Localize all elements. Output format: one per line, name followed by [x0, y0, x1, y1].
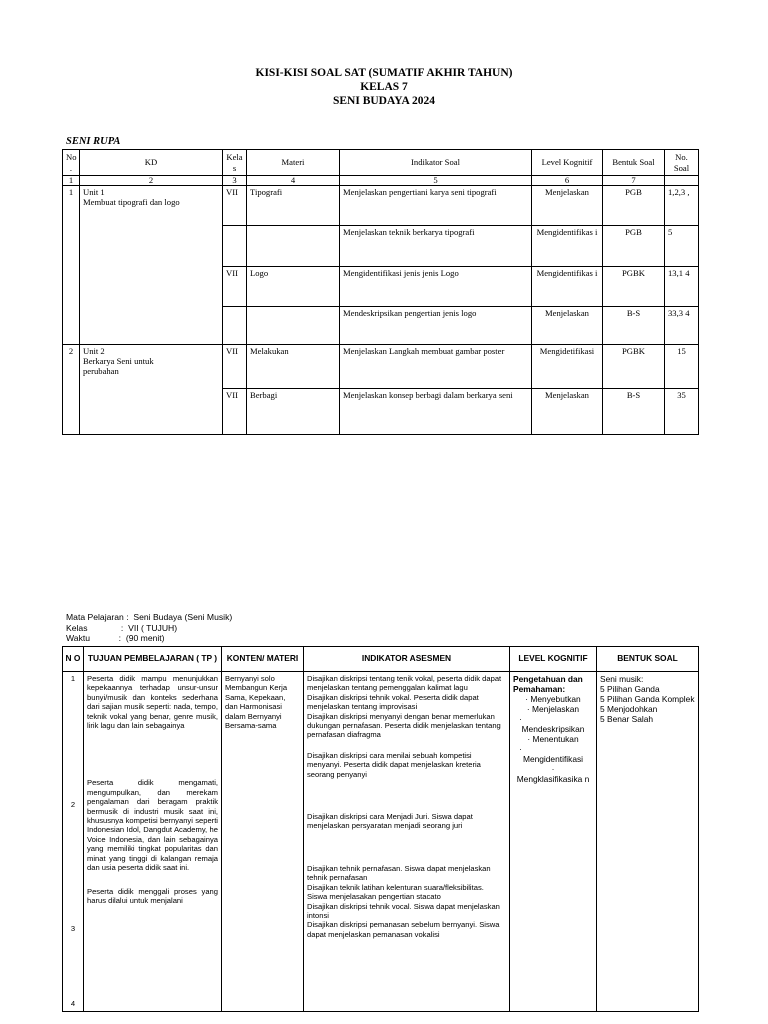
cell-indikator: Mengidentifikasi jenis jenis Logo: [340, 267, 532, 307]
header-bentuk: BENTUK SOAL: [597, 647, 699, 672]
indikator-item: Disajikan diskripsi menyanyi dengan benar memerlukan dukungan pernafasan. Peserta didik menjelaskan tentang pernafasan diafragma: [307, 711, 501, 740]
header-class: KELAS 7: [360, 81, 408, 93]
level-item: Mendeskripsikan: [521, 724, 585, 734]
document-header: [0, 66, 768, 108]
level-title: Pengetahuan dan Pemahaman:: [513, 674, 583, 694]
level-item: Mengidentifikasi: [522, 754, 584, 764]
indikator-item: Disajikan diskripsi tehnik vocal. Siswa dapat menjelaskan intonsi: [307, 901, 500, 920]
cell-nosoal: 1,2,3 ,: [665, 186, 699, 226]
meta-mapel: Mata Pelajaran : Seni Budaya (Seni Musik): [66, 612, 233, 622]
cell-nosoal: 35: [665, 389, 699, 435]
cell-kelas: VII: [223, 267, 247, 307]
unit-description: Berkarya Seni untuk perubahan: [83, 356, 154, 377]
tp-item: Peserta didik mengamati, mengumpulkan, dan merekam pengalaman dari beragam praktik bermusik di industri musik saat ini, khususnya kompetisi bernyanyi seperti Indonesian Idol, Dangdut Academy, he Voice Indonesia, dan lain sebagainya yang memiliki tingkat popularitas dan minat yang tinggi di kalangan remaja dan usia peserta didik saat ini.: [87, 778, 218, 873]
cell-level: Menjelaskan: [532, 186, 603, 226]
table-row: [63, 345, 699, 389]
level-item: ·: [551, 764, 555, 774]
meta-waktu: Waktu : (90 menit): [66, 633, 165, 643]
header-bentuk: Bentuk Soal: [603, 150, 665, 176]
unit-kd: [80, 186, 223, 345]
cell-bentuk: B-S: [603, 307, 665, 345]
tp-item: Peserta didik mampu menunjukkan kepekaannya terhadap unsur-unsur bunyi/musik dan konteks sederhana dari sajian musik seperti: nada, tempo, teknik vokal yang benar, genre musik, lirik lagu dan lain sebagainya: [87, 674, 218, 731]
row-number: 3: [70, 924, 76, 933]
unit-number: 2: [63, 345, 80, 435]
cell-indikator: Menjelaskan Langkah membuat gambar poster: [340, 345, 532, 389]
tujuan-pembelajaran: [84, 672, 222, 1012]
bentuk-item: 5 Pilihan Ganda: [600, 684, 660, 694]
bentuk-item: 5 Menjodohkan: [600, 704, 658, 714]
table-row: [63, 672, 699, 1012]
level-item: · Menyebutkan: [525, 694, 581, 704]
col-number: 4: [247, 176, 340, 186]
unit-description: Membuat tipografi dan logo: [83, 197, 180, 208]
header-materi: Materi: [247, 150, 340, 176]
row-number: 1: [70, 674, 76, 683]
cell-indikator: Mendeskripsikan pengertian jenis logo: [340, 307, 532, 345]
header-level: Level Kognitif: [532, 150, 603, 176]
col-number: 1: [63, 176, 80, 186]
indikator-item: Disajikan teknik latihan kelenturan suara/fleksibilitas. Siswa menjelasakan pengertian stacato: [307, 882, 484, 902]
cell-nosoal: 5: [665, 226, 699, 267]
level-item: · Menentukan: [527, 734, 579, 744]
subject-meta: [66, 612, 232, 644]
kisi-kisi-table-seni-rupa: [62, 149, 699, 435]
header-no: No .: [63, 150, 80, 176]
row-number: 2: [70, 800, 76, 809]
unit-kd: [80, 345, 223, 435]
unit-title: Unit 1: [83, 187, 105, 197]
col-number: 5: [340, 176, 532, 186]
cell-kelas: [223, 226, 247, 267]
indikator-asesmen: [304, 672, 510, 1012]
level-item: ·: [519, 714, 522, 724]
col-number: 6: [532, 176, 603, 186]
indikator-item: Disajikan tehnik pernafasan. Siswa dapat menjelaskan tehnik pernafasan: [307, 863, 491, 883]
header-subject: SENI BUDAYA 2024: [332, 95, 436, 107]
cell-materi: Logo: [247, 267, 340, 307]
header-kd: KD: [80, 150, 223, 176]
header-title: KISI-KISI SOAL SAT (SUMATIF AKHIR TAHUN): [255, 67, 513, 79]
row-number: 4: [70, 999, 76, 1008]
column-number-row: [63, 176, 699, 186]
section-label-seni-rupa: SENI RUPA: [66, 136, 121, 147]
meta-kelas: Kelas : VII ( TUJUH): [66, 622, 178, 633]
unit-number: 1: [63, 186, 80, 345]
cell-indikator: Menjelaskan teknik berkarya tipografi: [340, 226, 532, 267]
indikator-item: Disajikan diskripsi tentang tenik vokal, peserta didik dapat menjelaskan tentang pemenggalan kalimat lagu: [307, 674, 502, 693]
cell-kelas: VII: [223, 389, 247, 435]
col-number: [665, 176, 699, 186]
cell-level: Mengidentifikas i: [532, 267, 603, 307]
cell-kelas: VII: [223, 186, 247, 226]
bentuk-soal: [597, 672, 699, 1012]
header-indikator: INDIKATOR ASESMEN: [304, 647, 510, 672]
row-numbers: [63, 672, 84, 1012]
cell-materi: [247, 226, 340, 267]
cell-bentuk: PGB: [603, 226, 665, 267]
cell-nosoal: 13,1 4: [665, 267, 699, 307]
col-number: 3: [223, 176, 247, 186]
header-konten: KONTEN/ MATERI: [222, 647, 304, 672]
cell-level: Menjelaskan: [532, 307, 603, 345]
header-no: N O: [63, 647, 84, 672]
header-tp: TUJUAN PEMBELAJARAN ( TP ): [84, 647, 222, 672]
bentuk-item: 5 Pilihan Ganda Komplek: [600, 694, 695, 704]
header-kelas: Kela s: [223, 150, 247, 176]
cell-indikator: Menjelaskan pengertiani karya seni tipografi: [340, 186, 532, 226]
table2-header-row: [63, 647, 699, 672]
cell-materi: [247, 307, 340, 345]
konten-materi: Bernyanyi solo Membangun Kerja Sama, Kepekaan, dan Harmonisasi dalam Bernyanyi Bersama-sama: [222, 672, 304, 1012]
bentuk-item: 5 Benar Salah: [600, 714, 654, 724]
col-number: 7: [603, 176, 665, 186]
cell-kelas: [223, 307, 247, 345]
cell-level: Menjelaskan: [532, 389, 603, 435]
bentuk-item: Seni musik:: [600, 674, 644, 684]
col-number: 2: [80, 176, 223, 186]
header-nosoal: No. Soal: [665, 150, 699, 176]
table-row: [63, 186, 699, 226]
cell-indikator: Menjelaskan konsep berbagi dalam berkarya seni: [340, 389, 532, 435]
level-item: ·: [519, 744, 522, 754]
header-level: LEVEL KOGNITIF: [510, 647, 597, 672]
level-item: · Menjelaskan: [526, 704, 580, 714]
tp-item: Peserta didik menggali proses yang harus dilalui untuk menjalani: [87, 886, 218, 905]
indikator-item: Disajikan diskripsi pemanasan sebelum bernyanyi. Siswa dapat menjelaskan pemanasan vokalisi: [307, 920, 500, 939]
cell-materi: Melakukan: [247, 345, 340, 389]
cell-materi: Berbagi: [247, 389, 340, 435]
indikator-item: Disajikan diskripsi tehnik vokal. Peserta didik dapat menjelaskan tentang improvisasi: [307, 692, 479, 712]
cell-bentuk: B-S: [603, 389, 665, 435]
cell-materi: Tipografi: [247, 186, 340, 226]
cell-bentuk: PGBK: [603, 267, 665, 307]
level-item: Mengklasifikasika n: [516, 774, 590, 784]
cell-level: Mengidetifikasi: [532, 345, 603, 389]
level-kognitif: [510, 672, 597, 1012]
unit-title: Unit 2: [83, 346, 105, 356]
indikator-item: Disajikan diskripsi cara menilai sebuah kompetisi menyanyi. Peserta didik dapat menjelaskan kreteria seorang penyanyi: [307, 750, 481, 779]
cell-bentuk: PGBK: [603, 345, 665, 389]
cell-level: Mengidentifikas i: [532, 226, 603, 267]
table1-header-row: [63, 150, 699, 176]
cell-kelas: VII: [223, 345, 247, 389]
cell-nosoal: 15: [665, 345, 699, 389]
header-indikator: Indikator Soal: [340, 150, 532, 176]
cell-bentuk: PGB: [603, 186, 665, 226]
cell-nosoal: 33,3 4: [665, 307, 699, 345]
kisi-kisi-table-seni-musik: [62, 646, 699, 1012]
indikator-item: Disajikan diskripsi cara Menjadi Juri. Siswa dapat menjelaskan persyaratan menjadi seorang juri: [307, 812, 473, 831]
